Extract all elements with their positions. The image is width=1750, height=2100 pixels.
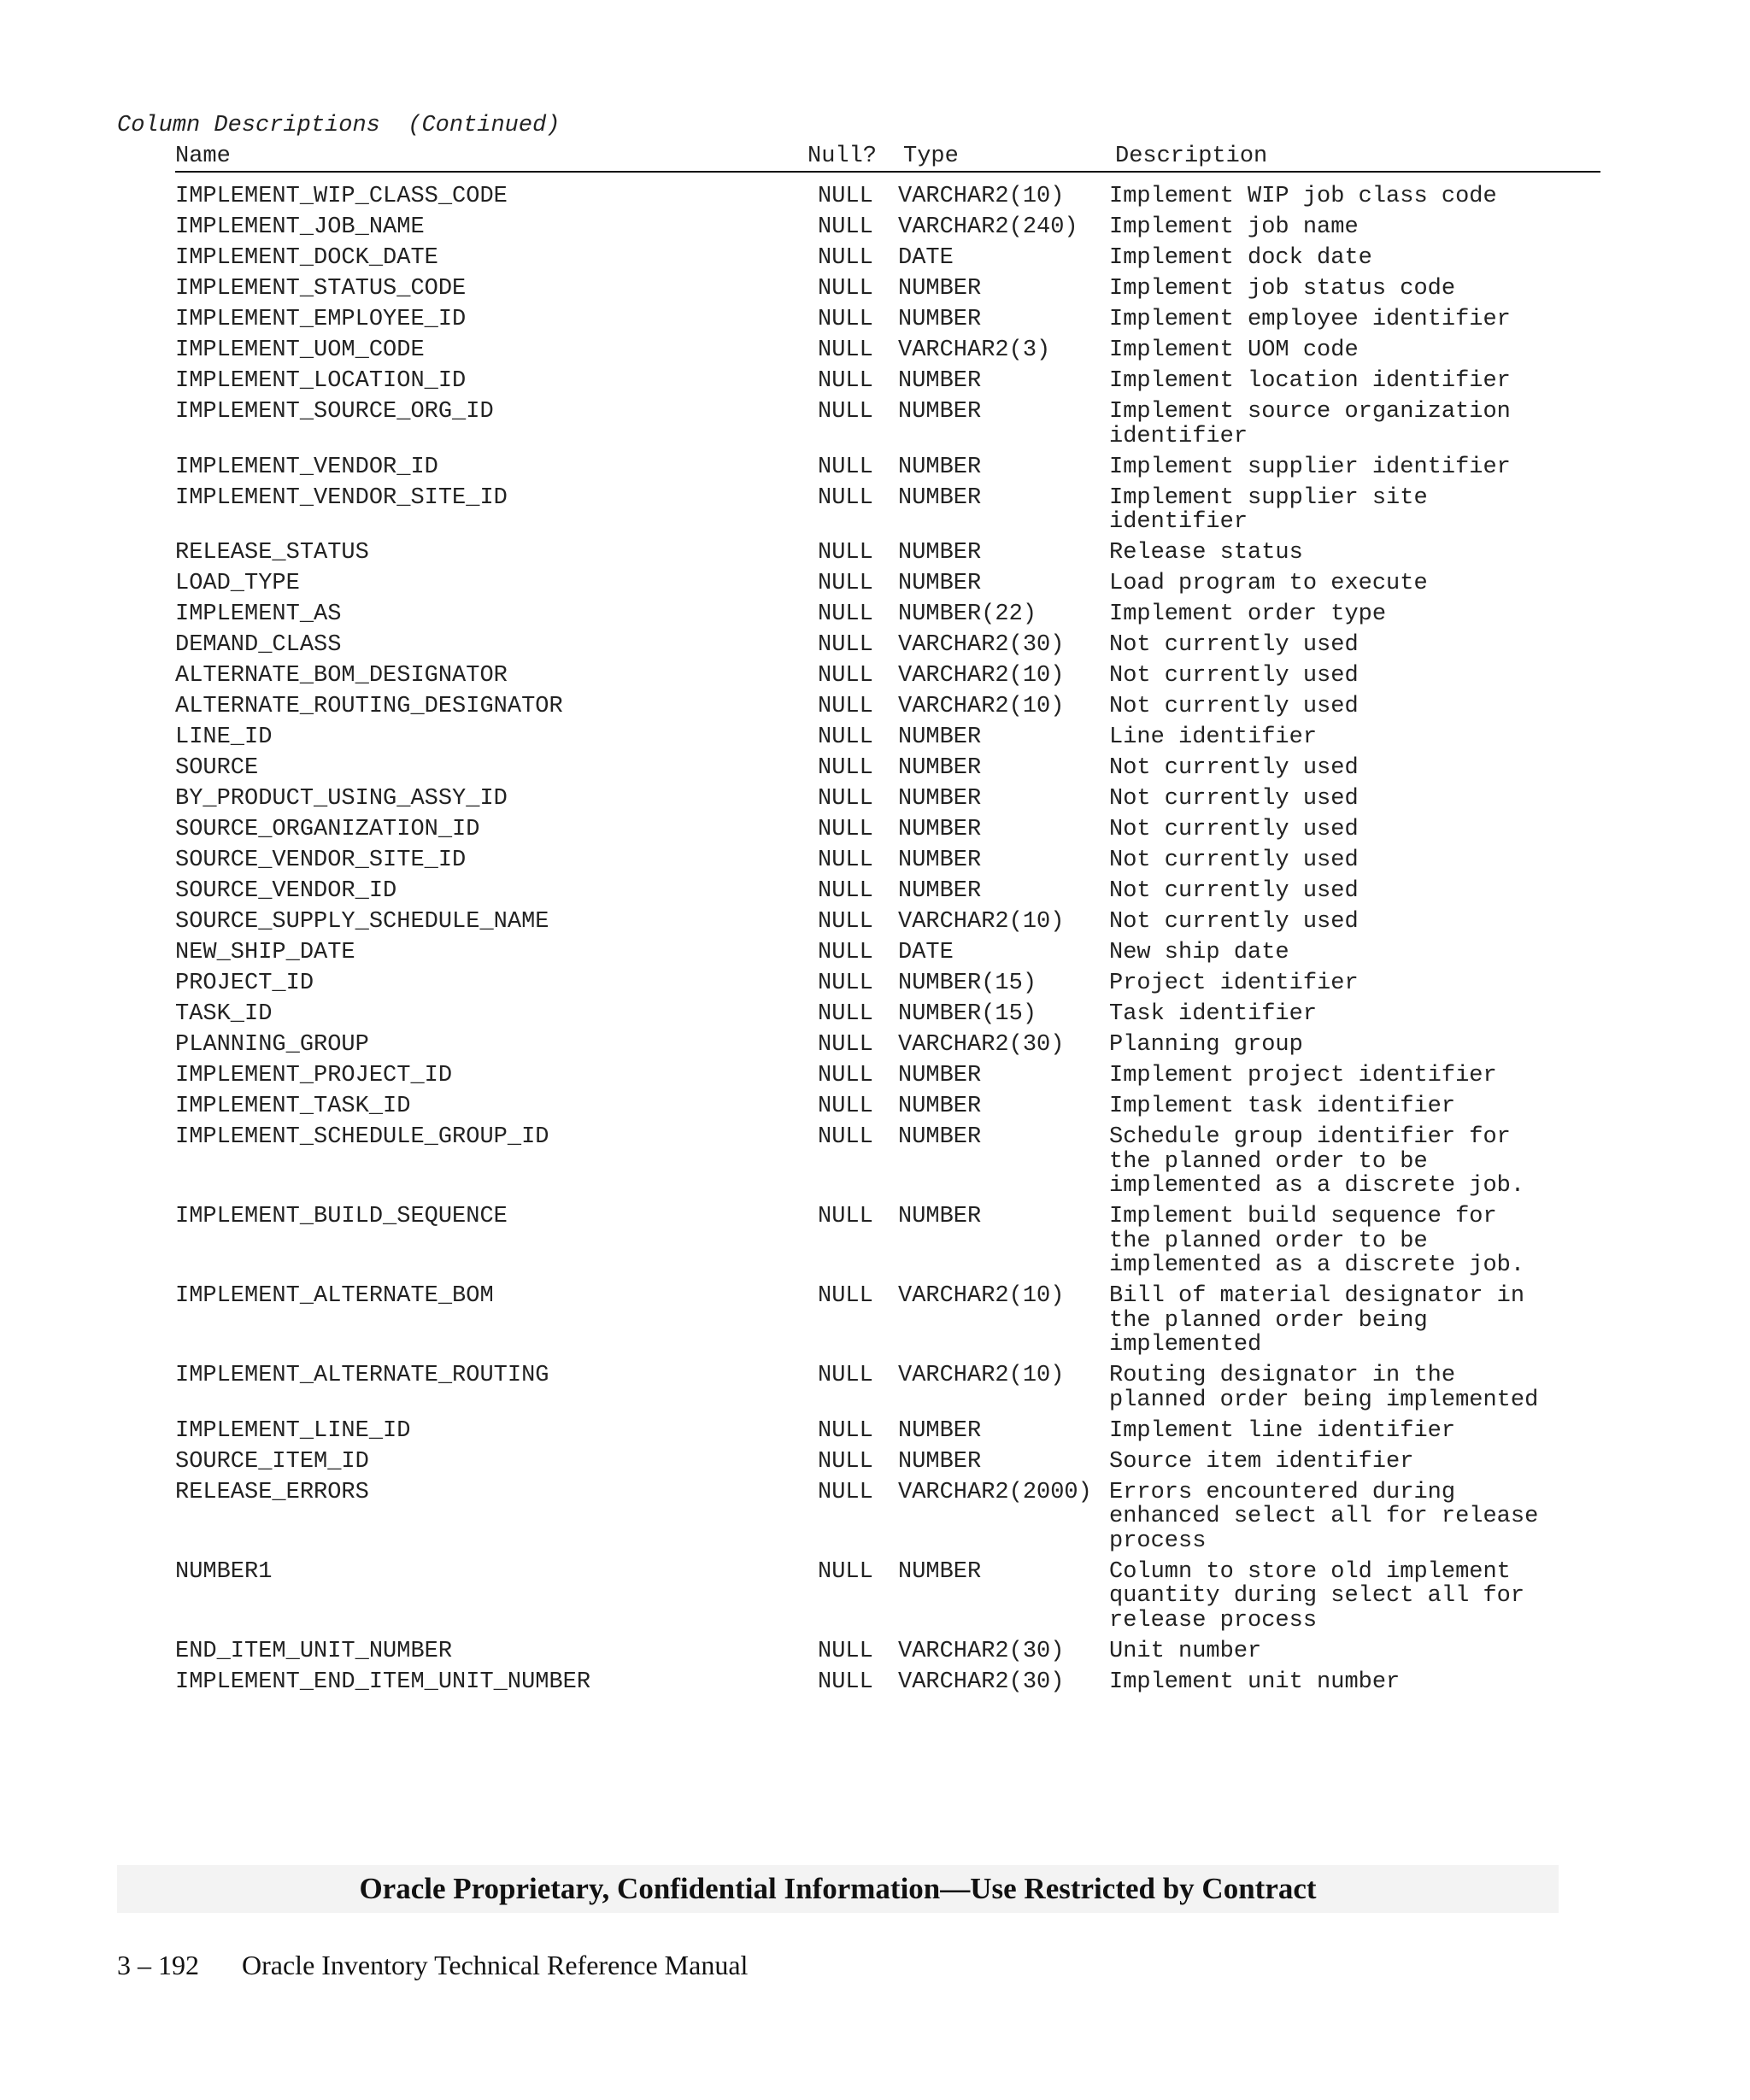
table-row <box>0 1364 1750 1412</box>
column-type: NUMBER <box>898 755 982 781</box>
column-description: Line identifier <box>1109 724 1318 750</box>
column-name: LOAD_TYPE <box>175 571 300 596</box>
column-name: PLANNING_GROUP <box>175 1032 369 1058</box>
column-type: NUMBER <box>898 724 982 750</box>
column-name: IMPLEMENT_ALTERNATE_ROUTING <box>175 1363 549 1388</box>
table-row <box>0 848 1750 873</box>
null-flag: NULL <box>818 1283 873 1309</box>
column-name: IMPLEMENT_PROJECT_ID <box>175 1063 453 1088</box>
column-type: VARCHAR2(30) <box>898 1638 1065 1664</box>
column-name: LINE_ID <box>175 724 273 750</box>
null-flag: NULL <box>818 848 873 873</box>
column-name: IMPLEMENT_AS <box>175 601 342 627</box>
column-type: NUMBER <box>898 786 982 812</box>
column-type: NUMBER <box>898 878 982 904</box>
table-row <box>0 1002 1750 1027</box>
column-description: Implement line identifier <box>1109 1417 1456 1444</box>
column-description: Routing designator in the planned order being implemented <box>1109 1363 1539 1413</box>
column-type: NUMBER(15) <box>898 1001 1037 1027</box>
null-flag: NULL <box>818 399 873 425</box>
column-description: Not currently used <box>1109 755 1359 781</box>
null-flag: NULL <box>818 663 873 689</box>
header-description: Description <box>1115 144 1268 169</box>
column-type: NUMBER <box>898 571 982 596</box>
column-description: Implement supplier site identifier <box>1109 484 1428 535</box>
column-type: VARCHAR2(3) <box>898 337 1051 363</box>
null-flag: NULL <box>818 1063 873 1088</box>
column-description: Planning group <box>1109 1032 1303 1058</box>
column-name: IMPLEMENT_TASK_ID <box>175 1094 411 1119</box>
column-description: Implement job status code <box>1109 276 1456 302</box>
section-title: Column Descriptions (Continued) <box>117 113 561 138</box>
column-name: NUMBER1 <box>175 1558 273 1585</box>
null-flag: NULL <box>818 184 873 209</box>
column-type: NUMBER <box>898 307 982 332</box>
column-type: NUMBER <box>898 540 982 566</box>
table-row <box>0 602 1750 627</box>
column-name: IMPLEMENT_BUILD_SEQUENCE <box>175 1204 508 1229</box>
column-name: IMPLEMENT_STATUS_CODE <box>175 276 467 302</box>
null-flag: NULL <box>818 1001 873 1027</box>
column-name: TASK_ID <box>175 1001 273 1027</box>
column-type: VARCHAR2(10) <box>898 1283 1065 1309</box>
table-row <box>0 1450 1750 1475</box>
table-row <box>0 818 1750 842</box>
column-description: Implement source organization identifier <box>1109 399 1511 449</box>
column-description: Not currently used <box>1109 786 1359 812</box>
column-description: Column to store old implement quantity during select all for release process <box>1109 1558 1525 1634</box>
column-type: VARCHAR2(240) <box>898 214 1078 240</box>
null-flag: NULL <box>818 601 873 627</box>
null-flag: NULL <box>818 540 873 566</box>
table-row <box>0 308 1750 332</box>
null-flag: NULL <box>818 940 873 965</box>
column-name: ALTERNATE_ROUTING_DESIGNATOR <box>175 694 563 719</box>
null-flag: NULL <box>818 971 873 996</box>
null-flag: NULL <box>818 694 873 719</box>
column-name: SOURCE <box>175 755 259 781</box>
column-description: Implement job name <box>1109 214 1359 240</box>
null-flag: NULL <box>818 909 873 935</box>
table-row <box>0 633 1750 658</box>
table-row <box>0 910 1750 935</box>
null-flag: NULL <box>818 1363 873 1388</box>
column-name: IMPLEMENT_WIP_CLASS_CODE <box>175 184 508 209</box>
null-flag: NULL <box>818 1479 873 1505</box>
column-type: VARCHAR2(10) <box>898 1363 1065 1388</box>
column-description: Source item identifier <box>1109 1448 1414 1475</box>
null-flag: NULL <box>818 1638 873 1664</box>
null-flag: NULL <box>818 276 873 302</box>
table-row <box>0 1064 1750 1088</box>
null-flag: NULL <box>818 878 873 904</box>
page-footer <box>117 1950 748 1981</box>
column-name: SOURCE_VENDOR_ID <box>175 878 397 904</box>
null-flag: NULL <box>818 307 873 332</box>
column-description: Errors encountered during enhanced select all for release process <box>1109 1479 1539 1554</box>
column-type: NUMBER <box>898 454 982 480</box>
column-type: NUMBER <box>898 1063 982 1088</box>
table-row <box>0 1419 1750 1444</box>
column-type: VARCHAR2(10) <box>898 184 1065 209</box>
table-row <box>0 1094 1750 1119</box>
table-row <box>0 941 1750 965</box>
null-flag: NULL <box>818 1417 873 1444</box>
column-name: SOURCE_ITEM_ID <box>175 1448 369 1475</box>
column-type: VARCHAR2(30) <box>898 632 1065 658</box>
column-name: IMPLEMENT_END_ITEM_UNIT_NUMBER <box>175 1669 591 1695</box>
null-flag: NULL <box>818 1204 873 1229</box>
table-row <box>0 185 1750 209</box>
table-row <box>0 1560 1750 1634</box>
table-row <box>0 725 1750 750</box>
column-name: IMPLEMENT_EMPLOYEE_ID <box>175 307 467 332</box>
manual-title: Oracle Inventory Technical Reference Manual <box>242 1950 749 1980</box>
column-description: Not currently used <box>1109 848 1359 873</box>
column-description: Implement order type <box>1109 601 1387 627</box>
column-description: Implement build sequence for the planned order to be implemented as a discrete job. <box>1109 1204 1525 1278</box>
table-row <box>0 1640 1750 1664</box>
table-row <box>0 1125 1750 1199</box>
column-type: VARCHAR2(10) <box>898 663 1065 689</box>
null-flag: NULL <box>818 1094 873 1119</box>
table-row <box>0 338 1750 363</box>
table-row <box>0 541 1750 566</box>
null-flag: NULL <box>818 368 873 394</box>
column-description: Project identifier <box>1109 971 1359 996</box>
column-name: IMPLEMENT_ALTERNATE_BOM <box>175 1283 494 1309</box>
null-flag: NULL <box>818 1448 873 1475</box>
table-row <box>0 277 1750 302</box>
column-type: NUMBER <box>898 1558 982 1585</box>
column-name: IMPLEMENT_LINE_ID <box>175 1417 411 1444</box>
null-flag: NULL <box>818 571 873 596</box>
column-description: Implement UOM code <box>1109 337 1359 363</box>
null-flag: NULL <box>818 1669 873 1695</box>
column-type: DATE <box>898 940 954 965</box>
column-type: NUMBER <box>898 1124 982 1150</box>
table-row <box>0 246 1750 271</box>
column-description: Implement WIP job class code <box>1109 184 1497 209</box>
column-description: Not currently used <box>1109 663 1359 689</box>
column-type: NUMBER <box>898 1448 982 1475</box>
column-name: BY_PRODUCT_USING_ASSY_ID <box>175 786 508 812</box>
column-type: VARCHAR2(10) <box>898 909 1065 935</box>
column-name: IMPLEMENT_UOM_CODE <box>175 337 425 363</box>
table-row <box>0 879 1750 904</box>
table-row <box>0 756 1750 781</box>
table-row <box>0 1205 1750 1278</box>
table-row <box>0 971 1750 996</box>
table-row <box>0 1481 1750 1554</box>
column-name: IMPLEMENT_VENDOR_ID <box>175 454 438 480</box>
column-name: IMPLEMENT_SOURCE_ORG_ID <box>175 399 494 425</box>
table-body <box>0 185 1750 1701</box>
null-flag: NULL <box>818 484 873 511</box>
column-type: VARCHAR2(2000) <box>898 1479 1092 1505</box>
column-description: Task identifier <box>1109 1001 1318 1027</box>
null-flag: NULL <box>818 786 873 812</box>
column-name: PROJECT_ID <box>175 971 314 996</box>
column-type: NUMBER(22) <box>898 601 1037 627</box>
column-type: NUMBER <box>898 368 982 394</box>
column-type: NUMBER <box>898 1204 982 1229</box>
column-name: SOURCE_VENDOR_SITE_ID <box>175 848 467 873</box>
header-null: Null? <box>807 144 878 169</box>
column-name: RELEASE_ERRORS <box>175 1479 369 1505</box>
column-name: IMPLEMENT_DOCK_DATE <box>175 245 438 271</box>
confidential-banner: Oracle Proprietary, Confidential Information––Use Restricted by Contract <box>117 1865 1559 1913</box>
column-description: New ship date <box>1109 940 1289 965</box>
column-description: Implement task identifier <box>1109 1094 1456 1119</box>
column-descriptions-table <box>0 144 1750 1695</box>
column-name: SOURCE_SUPPLY_SCHEDULE_NAME <box>175 909 549 935</box>
column-type: NUMBER <box>898 848 982 873</box>
column-name: IMPLEMENT_LOCATION_ID <box>175 368 467 394</box>
column-description: Implement location identifier <box>1109 368 1511 394</box>
null-flag: NULL <box>818 214 873 240</box>
table-row <box>0 369 1750 394</box>
table-row <box>0 787 1750 812</box>
column-description: Implement project identifier <box>1109 1063 1497 1088</box>
header-name: Name <box>175 144 231 169</box>
column-type: NUMBER <box>898 1094 982 1119</box>
column-description: Implement supplier identifier <box>1109 454 1511 480</box>
null-flag: NULL <box>818 337 873 363</box>
table-row <box>0 455 1750 480</box>
column-name: RELEASE_STATUS <box>175 540 369 566</box>
column-description: Load program to execute <box>1109 571 1428 596</box>
table-row <box>0 1670 1750 1695</box>
header-type: Type <box>903 144 959 169</box>
null-flag: NULL <box>818 632 873 658</box>
column-description: Not currently used <box>1109 632 1359 658</box>
column-description: Implement employee identifier <box>1109 307 1511 332</box>
column-type: NUMBER <box>898 817 982 842</box>
table-row <box>0 1284 1750 1358</box>
column-description: Implement dock date <box>1109 245 1372 271</box>
column-name: DEMAND_CLASS <box>175 632 342 658</box>
table-header <box>0 144 1750 174</box>
column-type: VARCHAR2(30) <box>898 1032 1065 1058</box>
column-type: NUMBER <box>898 399 982 425</box>
column-description: Bill of material designator in the planned order being implemented <box>1109 1283 1525 1358</box>
column-description: Not currently used <box>1109 817 1359 842</box>
null-flag: NULL <box>818 454 873 480</box>
column-type: NUMBER <box>898 484 982 511</box>
null-flag: NULL <box>818 817 873 842</box>
null-flag: NULL <box>818 245 873 271</box>
column-name: NEW_SHIP_DATE <box>175 940 355 965</box>
table-row <box>0 486 1750 535</box>
column-name: IMPLEMENT_JOB_NAME <box>175 214 425 240</box>
column-type: VARCHAR2(30) <box>898 1669 1065 1695</box>
table-row <box>0 695 1750 719</box>
page-number: 3 – 192 <box>117 1950 199 1980</box>
column-name: END_ITEM_UNIT_NUMBER <box>175 1638 453 1664</box>
column-type: NUMBER <box>898 1417 982 1444</box>
table-row <box>0 664 1750 689</box>
column-name: SOURCE_ORGANIZATION_ID <box>175 817 480 842</box>
table-row <box>0 1033 1750 1058</box>
table-row <box>0 215 1750 240</box>
header-rule <box>175 171 1600 173</box>
column-type: VARCHAR2(10) <box>898 694 1065 719</box>
column-description: Schedule group identifier for the planned order to be implemented as a discrete job. <box>1109 1124 1525 1199</box>
null-flag: NULL <box>818 1124 873 1150</box>
column-name: IMPLEMENT_VENDOR_SITE_ID <box>175 484 508 511</box>
null-flag: NULL <box>818 1032 873 1058</box>
column-description: Not currently used <box>1109 694 1359 719</box>
column-description: Not currently used <box>1109 878 1359 904</box>
null-flag: NULL <box>818 724 873 750</box>
table-row <box>0 572 1750 596</box>
column-description: Release status <box>1109 540 1303 566</box>
column-name: ALTERNATE_BOM_DESIGNATOR <box>175 663 508 689</box>
column-name: IMPLEMENT_SCHEDULE_GROUP_ID <box>175 1124 549 1150</box>
column-description: Implement unit number <box>1109 1669 1401 1695</box>
column-description: Unit number <box>1109 1638 1262 1664</box>
null-flag: NULL <box>818 1558 873 1585</box>
table-row <box>0 400 1750 449</box>
null-flag: NULL <box>818 755 873 781</box>
column-description: Not currently used <box>1109 909 1359 935</box>
column-type: NUMBER(15) <box>898 971 1037 996</box>
column-type: NUMBER <box>898 276 982 302</box>
column-type: DATE <box>898 245 954 271</box>
